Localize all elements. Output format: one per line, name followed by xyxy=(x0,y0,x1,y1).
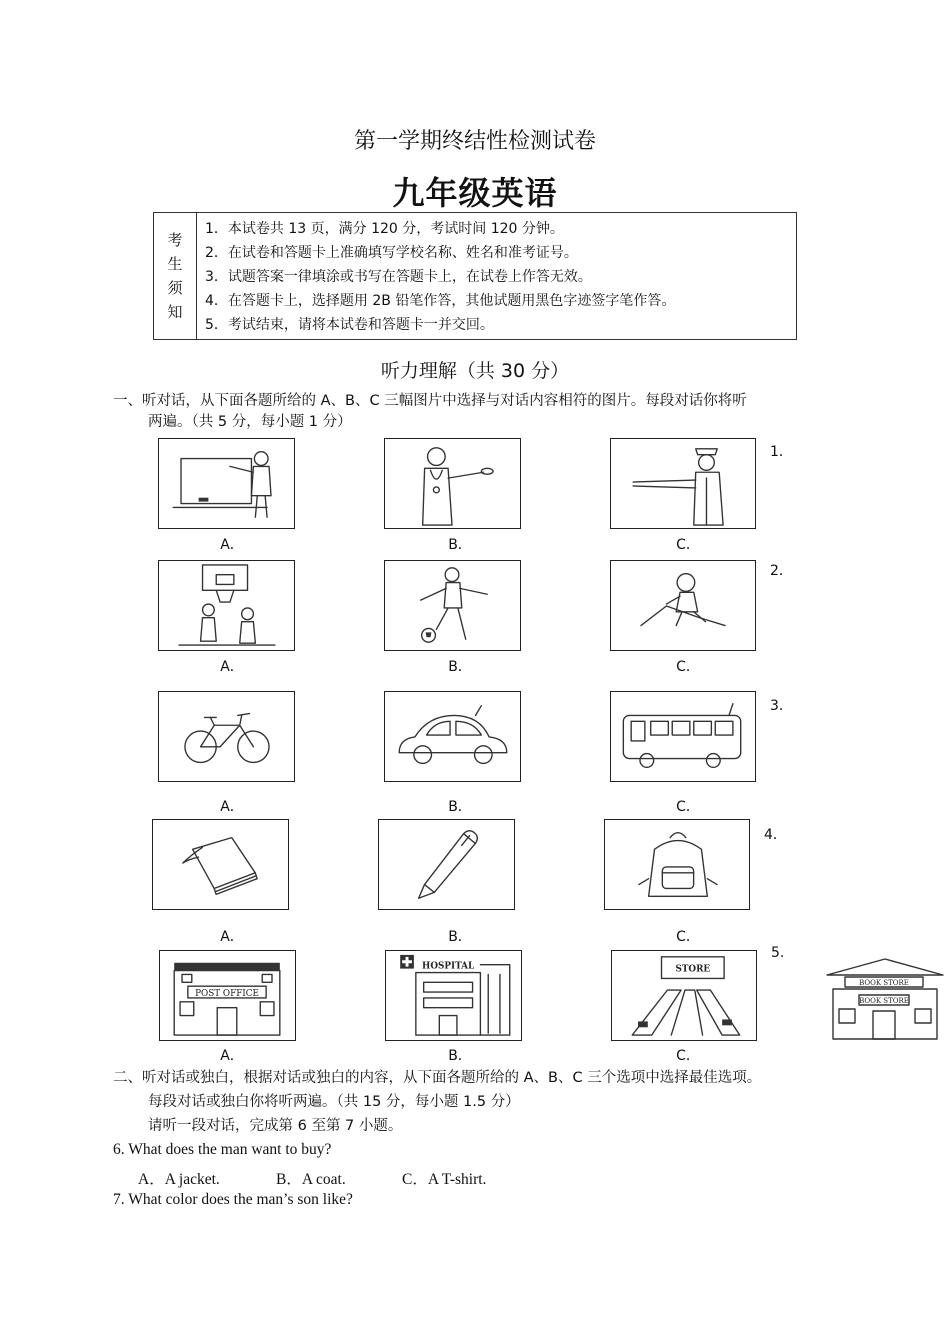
option-label: A． xyxy=(220,659,244,675)
notice-label-char: 须 xyxy=(167,279,183,297)
exam-title: 九年级英语 xyxy=(392,174,558,212)
q2-option-b-picture[interactable] xyxy=(384,560,521,651)
teacher-icon xyxy=(159,439,294,528)
q1-option-b-picture[interactable] xyxy=(384,438,521,529)
bookstore-icon xyxy=(823,955,948,1041)
option-label: B． xyxy=(448,537,472,553)
bicycle-icon xyxy=(159,692,294,781)
notice-item: 3．试题答案一律填涂或书写在答题卡上，在试卷上作答无效。 xyxy=(205,269,592,285)
post-office-icon xyxy=(160,951,295,1040)
q6-option-b[interactable]: B．A coat. xyxy=(276,1171,346,1188)
bookstore-picture xyxy=(823,955,948,1041)
option-label: A． xyxy=(220,799,244,815)
q6-question: 6. What does the man want to buy? xyxy=(113,1141,332,1158)
doctor-icon xyxy=(385,439,520,528)
question-number: 3． xyxy=(770,698,793,714)
bus-icon xyxy=(611,692,755,781)
notice-item: 4．在答题卡上，选择题用 2B 铅笔作答，其他试题用黑色字迹签字笔作答。 xyxy=(205,293,676,309)
notice-items xyxy=(197,213,675,339)
option-label: A． xyxy=(220,537,244,553)
q7-question: 7. What color does the man’s son like? xyxy=(113,1191,353,1208)
question-number: 5. xyxy=(771,945,785,961)
notice-item: 2．在试卷和答题卡上准确填写学校名称、姓名和准考证号。 xyxy=(205,245,578,261)
q4-option-c-picture[interactable] xyxy=(604,819,750,910)
q5-option-a-picture[interactable] xyxy=(159,950,296,1041)
option-label: B． xyxy=(448,799,472,815)
store-sign: STORE xyxy=(675,964,711,975)
q5-option-c-picture[interactable] xyxy=(611,950,757,1041)
part1-instruction-line1: 一、听对话，从下面各题所给的 A、B、C 三幅图片中选择与对话内容相符的图片。每段对话你将听 xyxy=(113,393,747,409)
option-label: C． xyxy=(676,537,700,553)
option-label: A． xyxy=(220,1048,244,1064)
exam-subtitle: 第一学期终结性检测试卷 xyxy=(353,129,596,154)
q2-option-a-picture[interactable] xyxy=(158,560,295,651)
bookstore-front-sign: BOOK STORE xyxy=(859,997,909,1005)
question-number: 2． xyxy=(770,563,793,579)
part2-instruction-line2: 每段对话或独白你将听两遍。（共 15 分，每小题 1.5 分） xyxy=(148,1094,520,1110)
q1-option-c-picture[interactable] xyxy=(610,438,756,529)
book-icon xyxy=(153,820,288,909)
hospital-icon xyxy=(386,951,521,1040)
part2-sub-instruction: 请听一段对话，完成第 6 至第 7 小题。 xyxy=(148,1118,403,1134)
option-label: A． xyxy=(220,929,244,945)
q1-option-a-picture[interactable] xyxy=(158,438,295,529)
notice-label-char: 生 xyxy=(167,255,183,273)
q3-option-c-picture[interactable] xyxy=(610,691,756,782)
option-label: C． xyxy=(676,1048,700,1064)
pen-icon xyxy=(379,820,514,909)
q3-option-b-picture[interactable] xyxy=(384,691,521,782)
q6-option-c[interactable]: C．A T-shirt. xyxy=(402,1171,487,1188)
bookstore-roof-sign: BOOK STORE xyxy=(859,979,909,987)
option-label: C． xyxy=(676,659,700,675)
hospital-sign: HOSPITAL xyxy=(422,961,475,972)
basketball-icon xyxy=(159,561,294,650)
q5-option-b-picture[interactable] xyxy=(385,950,522,1041)
part2-instruction-line1: 二、听对话或独白，根据对话或独白的内容，从下面各题所给的 A、B、C 三个选项中选择最佳选项。 xyxy=(113,1070,762,1086)
notice-item: 1．本试卷共 13 页，满分 120 分，考试时间 120 分钟。 xyxy=(205,221,564,237)
q4-option-a-picture[interactable] xyxy=(152,819,289,910)
option-label: B． xyxy=(448,1048,472,1064)
backpack-icon xyxy=(605,820,749,909)
option-label: B． xyxy=(448,659,472,675)
car-icon xyxy=(385,692,520,781)
q6-option-a[interactable]: A．A jacket. xyxy=(138,1171,220,1188)
notice-label-char: 考 xyxy=(167,231,183,249)
q3-option-a-picture[interactable] xyxy=(158,691,295,782)
notice-item: 5．考试结束，请将本试卷和答题卡一并交回。 xyxy=(205,317,494,333)
notice-label-char: 知 xyxy=(167,303,183,321)
store-icon xyxy=(612,951,756,1040)
section-title: 听力理解（共 30 分） xyxy=(380,360,570,382)
question-number: 1． xyxy=(770,444,793,460)
climbing-icon xyxy=(611,561,755,650)
option-label: C． xyxy=(676,799,700,815)
option-label: B． xyxy=(448,929,472,945)
q4-option-b-picture[interactable] xyxy=(378,819,515,910)
soccer-icon xyxy=(385,561,520,650)
option-label: C． xyxy=(676,929,700,945)
notice-label xyxy=(154,213,197,339)
police-icon xyxy=(611,439,755,528)
post-office-sign: POST OFFICE xyxy=(195,988,259,999)
question-number: 4． xyxy=(764,827,787,843)
part1-instruction-line2: 两遍。（共 5 分，每小题 1 分） xyxy=(148,414,352,430)
notice-box xyxy=(153,212,797,340)
q2-option-c-picture[interactable] xyxy=(610,560,756,651)
